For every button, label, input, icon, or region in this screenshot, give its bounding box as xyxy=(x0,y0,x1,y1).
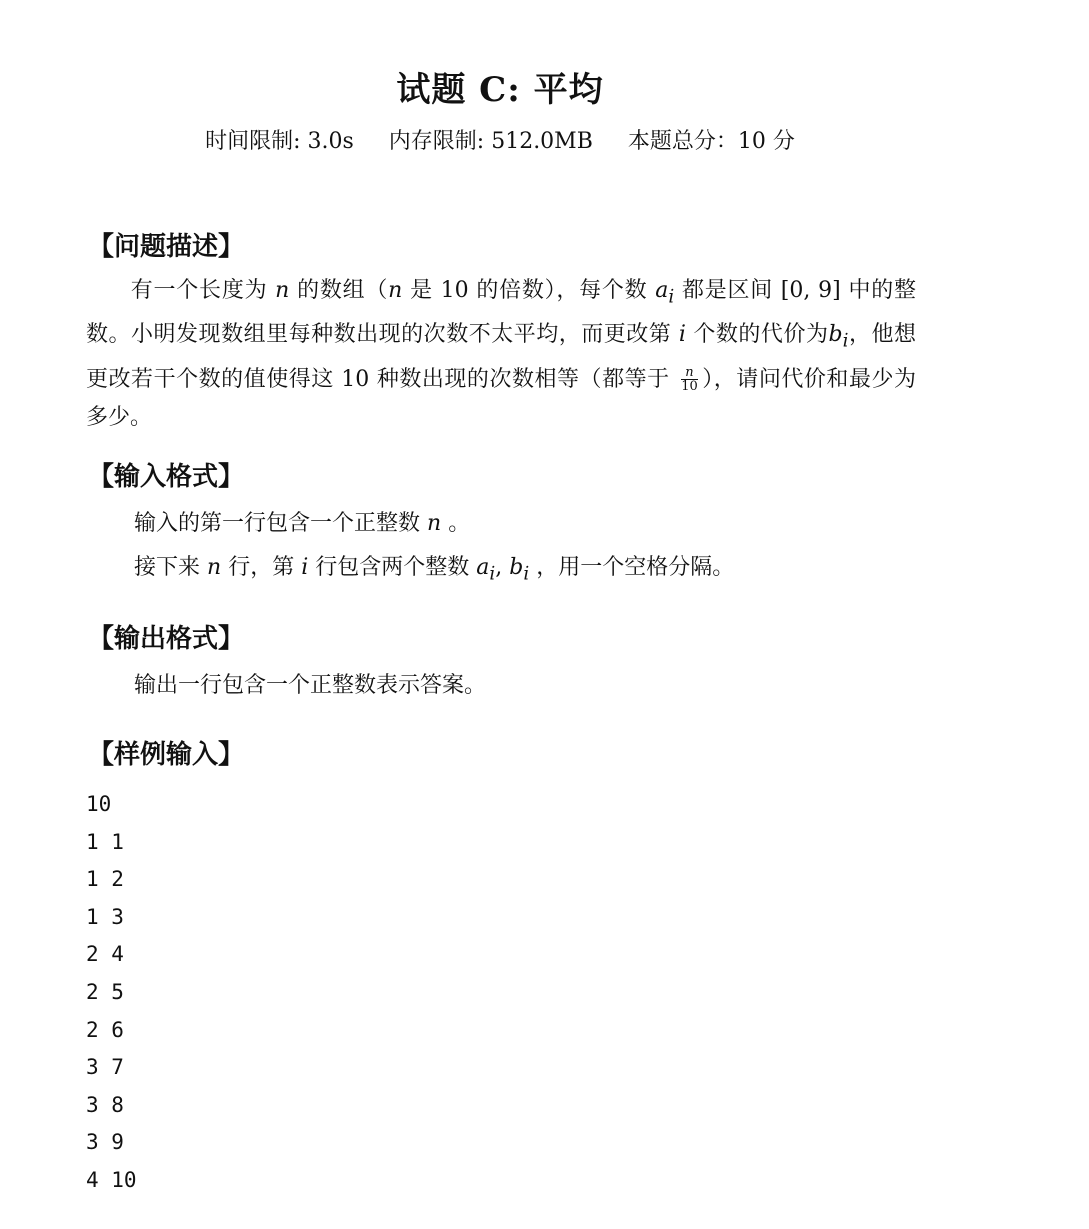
input-heading: 【输入格式】 xyxy=(88,462,245,492)
input-text-2a: 接下来 xyxy=(134,555,201,580)
sub-i: i xyxy=(668,286,675,308)
limits-line xyxy=(0,124,1000,155)
var-a: a xyxy=(655,278,669,303)
desc-text-3: 是 10 的倍数），每个数 xyxy=(410,278,648,303)
sample-input-line: 10 xyxy=(86,792,112,816)
input-sub-i: i xyxy=(489,563,496,585)
sample-input-line: 1 1 xyxy=(86,829,124,854)
input-var-n-2: n xyxy=(207,555,222,580)
desc-text-7: ），请问代价和最少为多少。 xyxy=(86,366,916,430)
sub-i-b: i xyxy=(842,330,849,352)
input-comma: , xyxy=(495,555,510,580)
input-text-2c: 行包含两个整数 xyxy=(315,555,470,580)
input-sub-i-b: i xyxy=(523,563,530,585)
desc-text-5: 个数的代价为 xyxy=(693,322,829,348)
input-var-b: b xyxy=(509,555,524,580)
time-limit: 时间限制: 3.0s xyxy=(205,129,354,154)
input-line-1 xyxy=(134,506,470,537)
sample-input-line: 2 6 xyxy=(86,1017,124,1042)
sample-input-block xyxy=(86,786,137,1200)
sample-input-line: 3 7 xyxy=(86,1055,124,1080)
problem-description xyxy=(86,272,916,437)
desc-text-4: 都是区间 [0, 9] 中的整数。小明发现数组里每种数出现的次数不太平均，而更改第 xyxy=(86,278,916,348)
frac-numerator: n xyxy=(681,366,698,380)
sample-input-line: 1 3 xyxy=(86,904,124,929)
input-line-2 xyxy=(134,550,734,584)
input-var-a: a xyxy=(476,555,490,580)
output-line-1: 输出一行包含一个正整数表示答案。 xyxy=(134,673,487,698)
desc-text-6: ，他想更改若干个数的值使得这 10 种数出现的次数相等（都等于 xyxy=(86,322,916,392)
sample-input-line: 2 5 xyxy=(86,979,124,1004)
sample-input-line: 2 4 xyxy=(86,942,124,967)
input-text-2d: ，用一个空格分隔。 xyxy=(536,555,735,580)
input-var-i: i xyxy=(301,555,309,580)
page-title: 试题 C: 平均 xyxy=(396,70,604,110)
input-text-1a: 输入的第一行包含一个正整数 xyxy=(134,511,421,536)
input-text-2b: 行，第 xyxy=(228,555,295,580)
sample-input-heading: 【样例输入】 xyxy=(88,740,245,770)
desc-text-1: 有一个长度为 xyxy=(130,278,268,303)
sample-input-line: 1 2 xyxy=(86,867,124,892)
var-n: n xyxy=(275,278,290,303)
sample-input-line: 3 8 xyxy=(86,1092,124,1117)
output-heading: 【输出格式】 xyxy=(88,624,245,654)
input-var-n: n xyxy=(427,511,442,536)
sample-input-line: 3 9 xyxy=(86,1130,124,1155)
var-i: i xyxy=(678,322,686,348)
desc-text-2: 的数组（ xyxy=(297,278,389,303)
var-n-2: n xyxy=(388,278,403,303)
total-score: 本题总分：10 分 xyxy=(627,129,795,154)
input-text-1b: 。 xyxy=(448,511,471,536)
var-b: b xyxy=(828,322,843,348)
memory-limit: 内存限制: 512.0MB xyxy=(388,129,593,154)
fraction-n-over-10 xyxy=(681,366,698,393)
sample-input-line: 4 10 xyxy=(86,1167,137,1192)
problem-heading: 【问题描述】 xyxy=(88,232,245,262)
frac-denominator: 10 xyxy=(681,379,698,395)
